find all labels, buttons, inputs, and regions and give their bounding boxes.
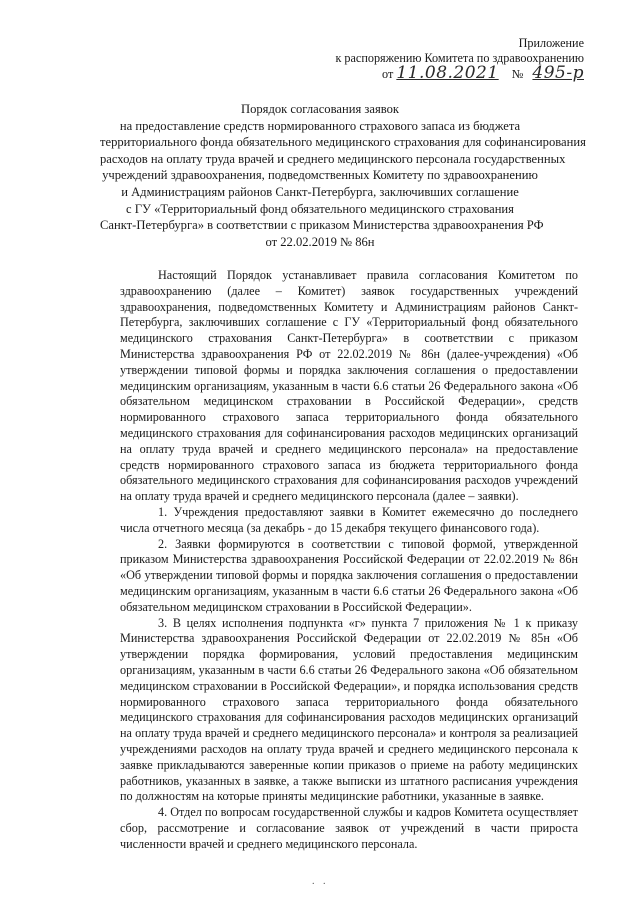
title-line: учреждений здравоохранения, подведомственных Комитету по здравоохранению: [102, 168, 538, 183]
intro-paragraph: Настоящий Порядок устанавливает правила согласования Комитетом по здравоохранению (далее – Комитет) заявок государственных учреждений здравоохранения, подведомственных Комитету и Администрациям районов Санкт-Петербурга, заключивших соглашение с ГУ «Территориальный фонд обязательного медицинского страхования Санкт-Петербурга» в соответствии с приказом Министерства здравоохранения РФ от 22.02.2019 № 86н (далее-учреждения) «Об утверждении типовой формы и порядка заключения соглашения о предоставлении медицинским организациям, указанным в части 6.6 статьи 26 Федерального закона «Об обязательном медицинском страховании в Российской Федерации», средств нормированного страхового запаса территориального фонда обязательного медицинского страхования для софинансирования расходов медицинских организаций на оплату труда врачей и среднего медицинского персонала» на предоставление средств нормированного страхового запаса из бюджета территориального фонда обязательного медицинского страхования для софинансирования расходов учреждений на оплату труда врачей и среднего медицинского персонала (далее – заявки).: [120, 268, 578, 504]
handwritten-number: 495-р: [532, 63, 584, 83]
title-line: расходов на оплату труда врачей и среднего медицинского персонала государственных: [100, 151, 566, 166]
scan-artifact: . .: [312, 876, 329, 887]
date-prefix: от: [382, 67, 394, 81]
handwritten-date: 11.08.2021: [396, 63, 499, 83]
order-reference: к распоряжению Комитета по здравоохранению: [335, 51, 584, 65]
number-prefix: №: [511, 67, 524, 81]
title-line: территориального фонда обязательного медицинского страхования для софинансирования: [100, 135, 586, 150]
clause-4: 4. Отдел по вопросам государственной службы и кадров Комитета осуществляет сбор, рассмотрение и согласование заявок от учреждений в части прироста численности врачей и среднего медицинского персонала.: [120, 805, 578, 851]
title-line: на предоставление средств нормированного страхового запаса из бюджета: [119, 118, 521, 133]
title-line: с ГУ «Территориальный фонд обязательного медицинского страхования: [126, 201, 514, 216]
title-line: Порядок согласования заявок: [240, 102, 400, 116]
document-body: [120, 268, 578, 852]
title-line: от 22.02.2019 № 86н: [265, 234, 375, 249]
order-date-number: [264, 63, 584, 83]
clause-3: 3. В целях исполнения подпункта «г» пункта 7 приложения № 1 к приказу Министерства здравоохранения Российской Федерации от 22.02.2019 № 85н «Об утверждении порядка формирования, условий предоставления медицинским организациям, указанным в части 6.6 статьи 26 Федерального закона «Об обязательном медицинском страховании в Российской Федерации», и порядка использования средств нормированного страхового запаса территориального фонда обязательного медицинского страхования для софинансирования расходов медицинских организаций на оплату труда врачей и среднего медицинского персонала» и контроля за реализацией учреждениями расходов на оплату труда врачей и среднего медицинского персонала к заявке прикладываются заверенные копии приказов о приеме на работу медицинских работников, указанных в заявке, а также выписки из штатного расписания учреждения по должностям на которые приняты медицинские работники, указанные в заявке.: [120, 615, 578, 804]
document-title: [100, 101, 586, 250]
appendix-label: Приложение: [518, 36, 584, 50]
title-line: Санкт-Петербурга» в соответствии с приказом Министерства здравоохранения РФ: [100, 218, 544, 233]
clause-2: 2. Заявки формируются в соответствии с типовой формой, утвержденной приказом Министерства здравоохранения Российской Федерации от 22.02.2019 № 86н «Об утверждении типовой формы и порядка заключения соглашения о предоставлении медицинским организациям, указанным в части 6.6 статьи 26 Федерального закона «Об обязательном медицинском страховании в Российской Федерации».: [120, 536, 578, 614]
title-line: и Администрациям районов Санкт-Петербурга, заключивших соглашение: [121, 184, 519, 199]
clause-1: 1. Учреждения предоставляют заявки в Комитет ежемесячно до последнего числа отчетного месяца (за декабрь - до 15 декабря текущего финансового года).: [120, 504, 578, 535]
appendix-header: [264, 36, 584, 82]
